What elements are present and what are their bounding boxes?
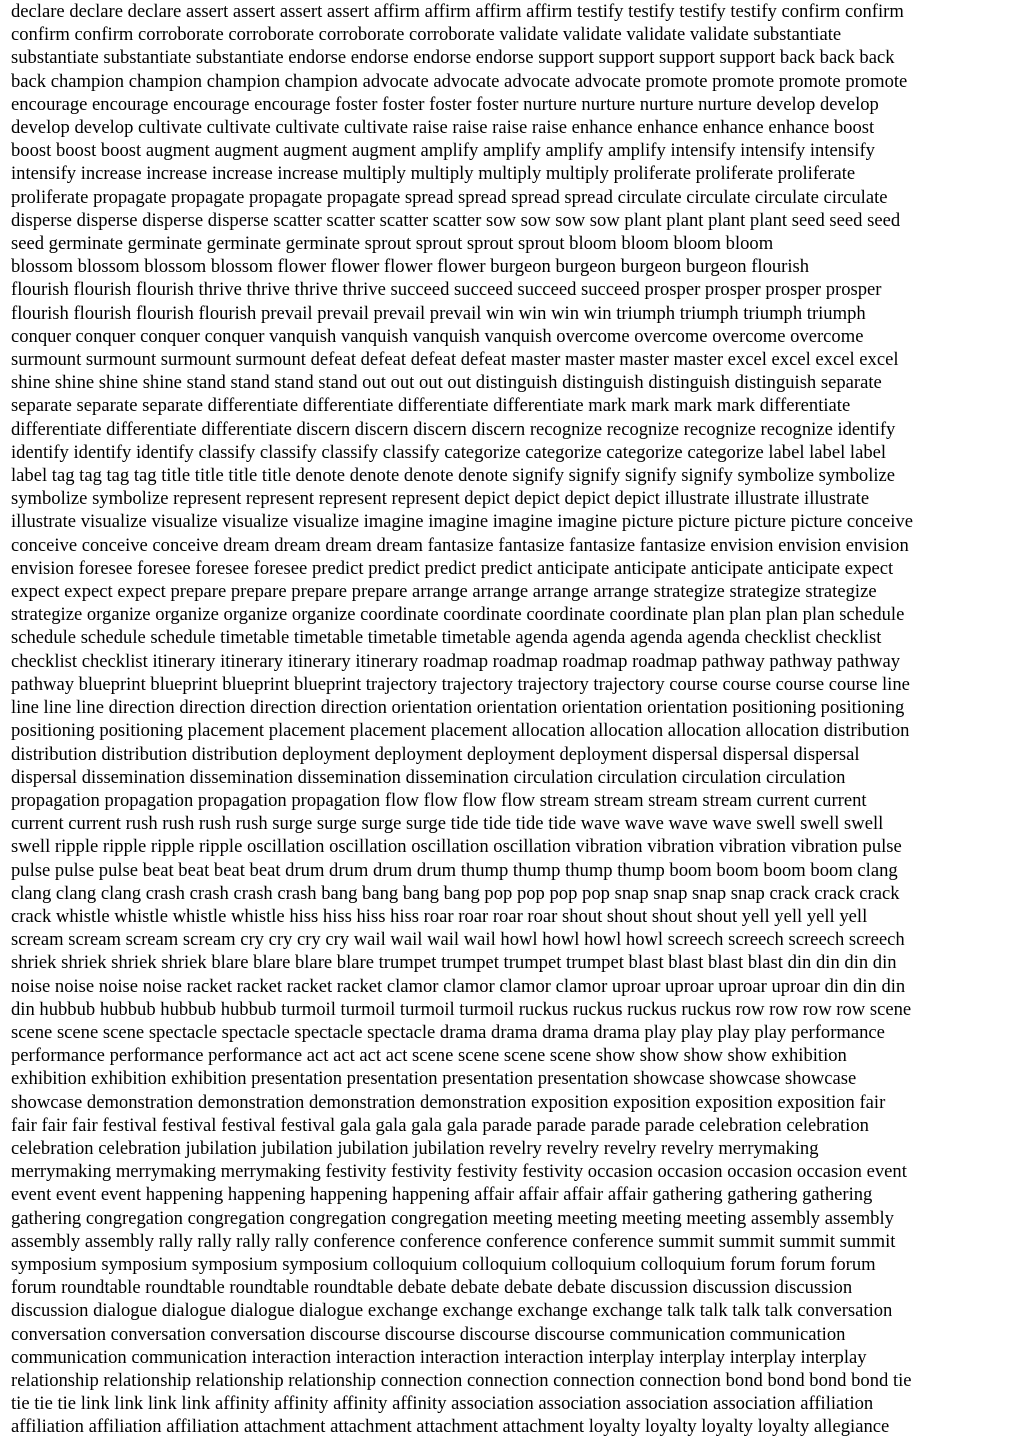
text-line: back champion champion champion champion advocate advocate advocate advocate promote promote promote promote xyxy=(11,70,908,92)
text-line: pulse pulse pulse beat beat beat beat drum drum drum drum thump thump thump thump boom boom boom boom clang xyxy=(11,859,898,881)
text-line: fair fair fair festival festival festival festival gala gala gala gala parade parade parade parade celebration celebration xyxy=(11,1114,869,1136)
text-line: boost boost boost augment augment augment augment amplify amplify amplify amplify intensify intensify intensify xyxy=(11,140,875,162)
text-line: declare declare declare assert assert assert assert affirm affirm affirm affirm testify testify testify testify confirm confirm xyxy=(11,1,904,22)
text-line: seed germinate germinate germinate germinate sprout sprout sprout sprout bloom bloom bloom bloom xyxy=(11,233,774,255)
text-line: merrymaking merrymaking merrymaking festivity festivity festivity festivity occasion occasion occasion occasion event xyxy=(11,1161,907,1183)
text-line: showcase demonstration demonstration demonstration demonstration exposition exposition exposition exposition fair xyxy=(11,1091,886,1113)
text-line: flourish flourish flourish thrive thrive thrive thrive succeed succeed succeed succeed prosper prosper prosper prosper xyxy=(11,279,882,301)
text-line: dispersal dissemination dissemination dissemination dissemination circulation circulation circulation circulation xyxy=(11,766,846,788)
text-line: differentiate differentiate differentiate discern discern discern discern recognize recognize recognize recognize identify xyxy=(11,418,896,440)
text-line: clang clang clang crash crash crash crash bang bang bang bang pop pop pop pop snap snap snap snap crack crack crack xyxy=(11,882,900,904)
text-line: forum roundtable roundtable roundtable roundtable debate debate debate debate discussion discussion discussion xyxy=(11,1277,853,1299)
text-line: din hubbub hubbub hubbub hubbub turmoil turmoil turmoil turmoil ruckus ruckus ruckus ruckus row row row row scene xyxy=(11,998,912,1020)
text-line: label tag tag tag tag title title title title denote denote denote denote signify signify signify signify symbolize symbolize xyxy=(11,465,896,487)
text-line: affiliation affiliation affiliation attachment attachment attachment attachment loyalty loyalty loyalty loyalty allegiance xyxy=(11,1416,890,1438)
text-line: surmount surmount surmount surmount defeat defeat defeat defeat master master master master excel excel excel excel xyxy=(11,349,899,371)
text-line: checklist checklist itinerary itinerary itinerary itinerary roadmap roadmap roadmap roadmap pathway pathway pathway xyxy=(11,650,901,672)
text-line: tie tie tie link link link link affinity affinity affinity affinity association association association association affiliation xyxy=(11,1393,874,1415)
text-line: conversation conversation conversation discourse discourse discourse discourse communication communication xyxy=(11,1323,846,1345)
text-line: strategize organize organize organize organize coordinate coordinate coordinate coordinate plan plan plan plan schedule xyxy=(11,604,905,626)
text-line: gathering congregation congregation congregation congregation meeting meeting meeting meeting assembly assembly xyxy=(11,1207,894,1229)
body-text xyxy=(11,0,1017,1439)
text-line: envision foresee foresee foresee foresee predict predict predict predict anticipate anticipate anticipate anticipate expect xyxy=(11,557,894,579)
text-line: schedule schedule schedule timetable timetable timetable timetable agenda agenda agenda agenda checklist checklist xyxy=(11,627,882,649)
text-line: line line line direction direction direction direction orientation orientation orientation orientation positioning positioning xyxy=(11,697,905,719)
text-line: relationship relationship relationship relationship connection connection connection connection bond bond bond bond tie xyxy=(11,1369,912,1391)
text-line: event event event happening happening happening happening affair affair affair affair gathering gathering gathering xyxy=(11,1184,873,1206)
text-line: intensify increase increase increase increase multiply multiply multiply multiply proliferate proliferate proliferate xyxy=(11,163,856,185)
text-line: propagation propagation propagation propagation flow flow flow flow stream stream stream stream current current xyxy=(11,789,867,811)
text-line: separate separate separate differentiate differentiate differentiate differentiate mark mark mark mark differentiate xyxy=(11,395,851,417)
text-line: expect expect expect prepare prepare prepare prepare arrange arrange arrange arrange strategize strategize strategize xyxy=(11,581,877,603)
text-line: noise noise noise noise racket racket racket racket clamor clamor clamor clamor uproar uproar uproar uproar din din din xyxy=(11,975,906,997)
text-line: illustrate visualize visualize visualize visualize imagine imagine imagine imagine picture picture picture picture conceive xyxy=(11,511,913,533)
text-line: proliferate propagate propagate propagate propagate spread spread spread spread circulate circulate circulate circulate xyxy=(11,186,888,208)
text-line: shine shine shine shine stand stand stand stand out out out out distinguish distinguish distinguish distinguish separate xyxy=(11,372,882,394)
text-line: conceive conceive conceive dream dream dream dream fantasize fantasize fantasize fantasize envision envision envision xyxy=(11,534,909,556)
text-line: shriek shriek shriek shriek blare blare blare blare trumpet trumpet trumpet trumpet blast blast blast blast din din din din xyxy=(11,952,897,974)
text-line: identify identify identify classify classify classify classify categorize categorize categorize categorize label label label xyxy=(11,441,887,463)
text-line: encourage encourage encourage encourage foster foster foster foster nurture nurture nurture nurture develop develop xyxy=(11,93,879,115)
text-line: assembly assembly rally rally rally rally conference conference conference conference summit summit summit summit xyxy=(11,1230,896,1252)
text-line: current current rush rush rush rush surge surge surge surge tide tide tide tide wave wave wave wave swell swell swell xyxy=(11,813,884,835)
text-line: develop develop cultivate cultivate cultivate cultivate raise raise raise raise enhance enhance enhance enhance boost xyxy=(11,117,875,139)
text-line: crack whistle whistle whistle whistle hiss hiss hiss hiss roar roar roar roar shout shout shout shout yell yell yell yell xyxy=(11,905,868,927)
text-line: discussion dialogue dialogue dialogue dialogue exchange exchange exchange exchange talk talk talk talk conversation xyxy=(11,1300,893,1322)
text-line: distribution distribution distribution deployment deployment deployment deployment dispersal dispersal dispersal xyxy=(11,743,860,765)
text-line: flourish flourish flourish flourish prevail prevail prevail prevail win win win win triumph triumph triumph triumph xyxy=(11,302,866,324)
text-line: scene scene scene spectacle spectacle spectacle spectacle drama drama drama drama play play play play performance xyxy=(11,1021,885,1043)
text-line: blossom blossom blossom blossom flower flower flower flower burgeon burgeon burgeon burgeon flourish xyxy=(11,256,810,278)
text-line: conquer conquer conquer conquer vanquish vanquish vanquish vanquish overcome overcome overcome overcome xyxy=(11,325,864,347)
text-line: confirm confirm corroborate corroborate corroborate corroborate validate validate validate validate substantiate xyxy=(11,24,842,46)
text-line: celebration celebration jubilation jubilation jubilation jubilation revelry revelry revelry revelry merrymaking xyxy=(11,1137,819,1159)
text-line: exhibition exhibition exhibition presentation presentation presentation presentation showcase showcase showcase xyxy=(11,1068,857,1090)
text-line: symbolize symbolize represent represent represent represent depict depict depict depict illustrate illustrate illustrate xyxy=(11,488,870,510)
text-line: positioning positioning placement placement placement placement allocation allocation allocation allocation distribution xyxy=(11,720,910,742)
text-line: swell ripple ripple ripple ripple oscillation oscillation oscillation oscillation vibration vibration vibration vibration pulse xyxy=(11,836,902,858)
text-line: communication communication interaction interaction interaction interaction interplay interplay interplay interplay xyxy=(11,1346,867,1368)
text-line: symposium symposium symposium symposium colloquium colloquium colloquium colloquium forum forum forum xyxy=(11,1253,876,1275)
text-line: substantiate substantiate substantiate endorse endorse endorse endorse support support support support back back back xyxy=(11,47,895,69)
text-line: scream scream scream scream cry cry cry cry wail wail wail wail howl howl howl howl screech screech screech screech xyxy=(11,929,905,951)
text-line: disperse disperse disperse disperse scatter scatter scatter scatter sow sow sow sow plant plant plant plant seed seed seed xyxy=(11,209,901,231)
text-line: pathway blueprint blueprint blueprint blueprint trajectory trajectory trajectory trajectory course course course course line xyxy=(11,673,910,695)
text-line: performance performance performance act act act act scene scene scene scene show show show show exhibition xyxy=(11,1045,847,1067)
